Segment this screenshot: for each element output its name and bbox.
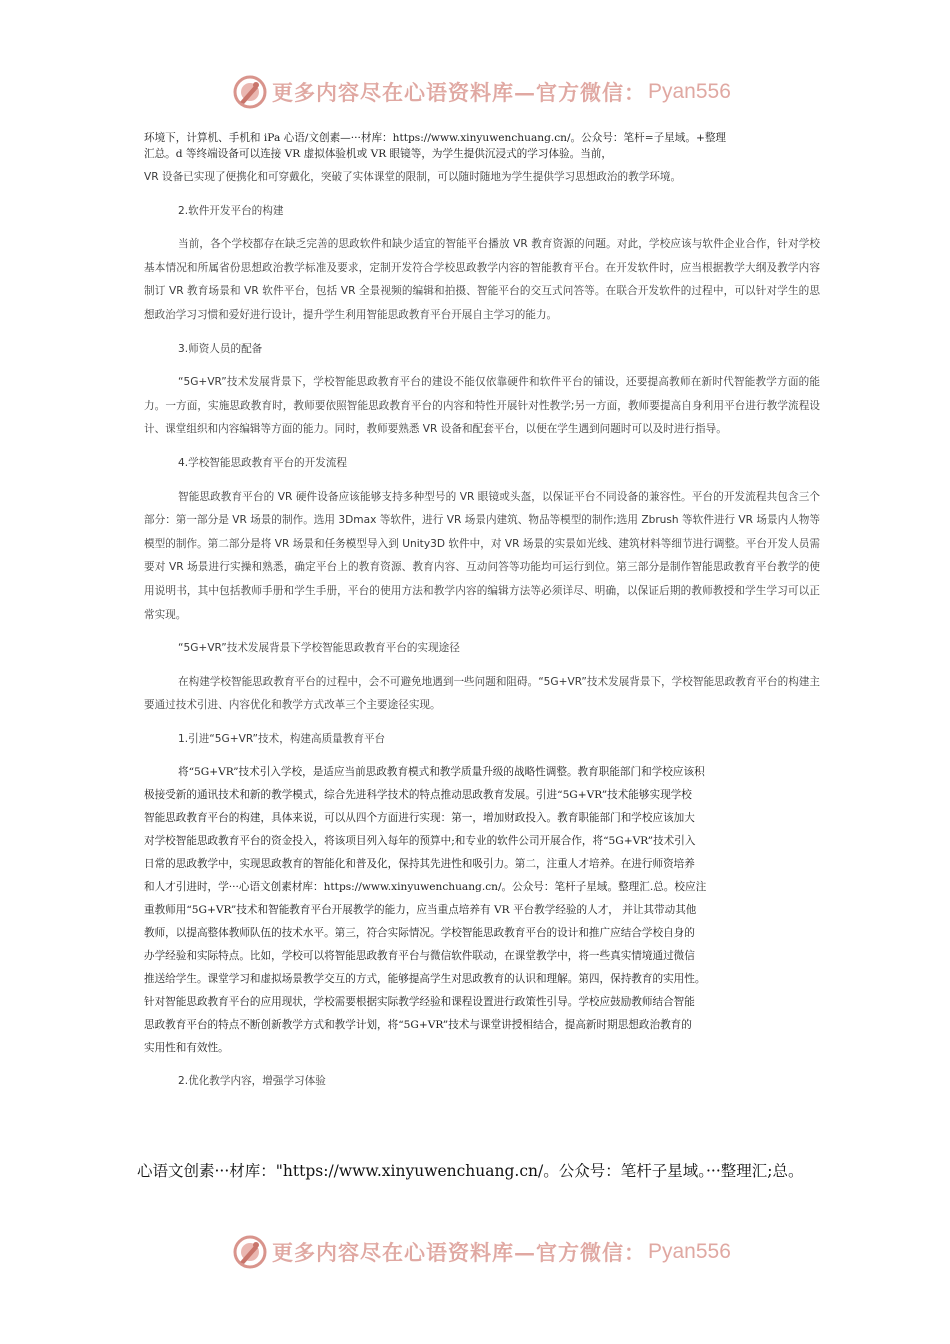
logo-icon (232, 1234, 268, 1270)
body-line: 重教师用“5G+VR”技术和智能教育平台开展教学的能力，应当重点培养有 VR 平台教学经验的人才， 并让其带动其他 (144, 904, 697, 917)
body-line: 教师，以提高整体教师队伍的技术水平。第三，符合实际情况。学校智能思政教育平台的设计和推广应结合学校自身的 (144, 927, 695, 940)
body-line: 办学经验和实际特点。比如，学校可以将智能思政教育平台与微信软件联动，在课堂教学中，将一些真实情境通过微信 (144, 950, 695, 963)
intro-tail: VR 设备已实现了便携化和可穿戴化，突破了实体课堂的限制，可以随时随地为学生提供学习思想政治的教学环境。 (144, 171, 682, 183)
intro-line: 环境下，计算机、手机和 iPa 心语/文创素—···材库：https://www.xinyuwenchuang.cn/。公众号：笔杆=子星域。+整理 (144, 132, 727, 144)
section-heading: “5G+VR”技术发展背景下学校智能思政教育平台的实现途径 (178, 642, 460, 655)
section-heading: 4.学校智能思政教育平台的开发流程 (178, 456, 348, 469)
section-heading: 2.软件开发平台的构建 (178, 204, 284, 217)
banner-wechat-id: Pyan556 (648, 1240, 731, 1263)
section-paragraph: 智能思政教育平台的 VR 硬件设备应该能够支持多种型号的 VR 眼镜或头盔，以保证平台不同设备的兼容性。平台的开发流程共包含三个部分：第一部分是 VR 场景的制作。选用 3Dmax 等软件，进行 VR 场景内建筑、物品等模型的制作;选用 Zbrush 等软件进行 VR 场景内人物等模型的制作。第二部分是将 VR 场景和任务模型导入到 Unity3D 软件中，对 VR 场景的实景如光线、建筑材料等细节进行调整。平台开发人员需要对 VR 场景进行实操和熟悉，确定平台上的教育资源、教育内容、互动问答等功能均可运行到位。第三部分是制作智能思政教育平台教学的使用说明书，其中包括教师手册和学生手册，平台的使用方法和教学内容的编辑方法等必须详尽、明确，以保证后期的教师教授和学生学习可以正常实现。 (144, 490, 820, 621)
body-line: 思政教育平台的特点不断创新教学方式和教学计划，将“5G+VR”技术与课堂讲授相结合，提高新时期思想政治教育的 (144, 1019, 692, 1032)
intro-line: 汇总。d 等终端设备可以连接 VR 虚拟体验机或 VR 眼镜等，为学生提供沉浸式的学习体验。当前， (144, 148, 613, 160)
section-heading: 2.优化教学内容，增强学习体验 (178, 1075, 326, 1088)
header-banner (232, 72, 731, 112)
body-line: 和人才引进时，学···心语文创素材库：https://www.xinyuwenchuang.cn/。公众号：笔杆子星域。整理汇.总。校应注 (144, 881, 707, 894)
footer-banner (232, 1232, 731, 1272)
banner-text: 更多内容尽在心语资料库—官方微信： (272, 1240, 646, 1265)
section-paragraph: “5G+VR”技术发展背景下，学校智能思政教育平台的建设不能仅依靠硬件和软件平台的铺设，还要提高教师在新时代智能教学方面的能力。一方面，实施思政教育时，教师要依照智能思政教育平台的内容和特性开展针对性教学;另一方面，教师要提高自身利用平台进行教学流程设计、课堂组织和内容编辑等方面的能力。同时，教师要熟悉 VR 设备和配套平台，以便在学生遇到问题时可以及时进行指导。 (144, 376, 820, 436)
body-line: 智能思政教育平台的构建，具体来说，可以从四个方面进行实现：第一，增加财政投入。教育职能部门和学校应该加大 (144, 812, 695, 825)
body-line: 将“5G+VR”技术引入学校，是适应当前思政教育模式和教学质量升级的战略性调整。教育职能部门和学校应该积 (178, 766, 705, 779)
body-line: 对学校智能思政教育平台的资金投入，将该项目列入每年的预算中;和专业的软件公司开展合作，将“5G+VR”技术引入 (144, 835, 696, 848)
article-body (144, 130, 820, 1094)
body-line: 推送给学生。课堂学习和虚拟场景教学交互的方式，能够提高学生对思政教育的认识和理解。第四，保持教育的实用性。 (144, 973, 706, 986)
section-6-body (144, 761, 820, 1060)
section-paragraph: 当前，各个学校都存在缺乏完善的思政软件和缺少适宜的智能平台播放 VR 教育资源的问题。对此，学校应该与软件企业合作，针对学校基本情况和所属省份思想政治教学标准及要求，定制开发符合学校思政教学内容的智能教育平台。在开发软件时，应当根据教学大纲及教学内容制订 VR 教育场景和 VR 软件平台，包括 VR 全景视频的编辑和拍摄、智能平台的交互式问答等。在联合开发软件的过程中，可以针对学生的思想政治学习习惯和爱好进行设计，提升学生利用智能思政教育平台开展自主学习的能力。 (144, 238, 820, 321)
footer-note: 心语文创素···材库："https://www.xinyuwenchuang.cn/。公众号：笔杆子星域。···整理汇;总。 (137, 1162, 804, 1180)
section-heading: 3.师资人员的配备 (178, 342, 263, 355)
body-line: 针对智能思政教育平台的应用现状，学校需要根据实际教学经验和课程设置进行政策性引导。学校应鼓励教师结合智能 (144, 996, 695, 1009)
banner-text: 更多内容尽在心语资料库—官方微信： (272, 80, 646, 105)
body-line: 极接受新的通讯技术和新的教学模式，综合先进科学技术的特点推动思政教育发展。引进“5G+VR”技术能够实现学校 (144, 789, 692, 802)
logo-icon (232, 74, 268, 110)
banner-wechat-id: Pyan556 (648, 80, 731, 103)
section-paragraph: 在构建学校智能思政教育平台的过程中，会不可避免地遇到一些问题和阻碍。“5G+VR”技术发展背景下，学校智能思政教育平台的构建主要通过技术引进、内容优化和教学方式改革三个主要途径实现。 (144, 675, 820, 712)
body-line: 实用性和有效性。 (144, 1042, 229, 1055)
section-heading: 1.引进“5G+VR”技术，构建高质量教育平台 (178, 732, 386, 745)
body-line: 日常的思政教学中，实现思政教育的智能化和普及化，保持其先进性和吸引力。第二，注重人才培养。在进行师资培养 (144, 858, 695, 871)
